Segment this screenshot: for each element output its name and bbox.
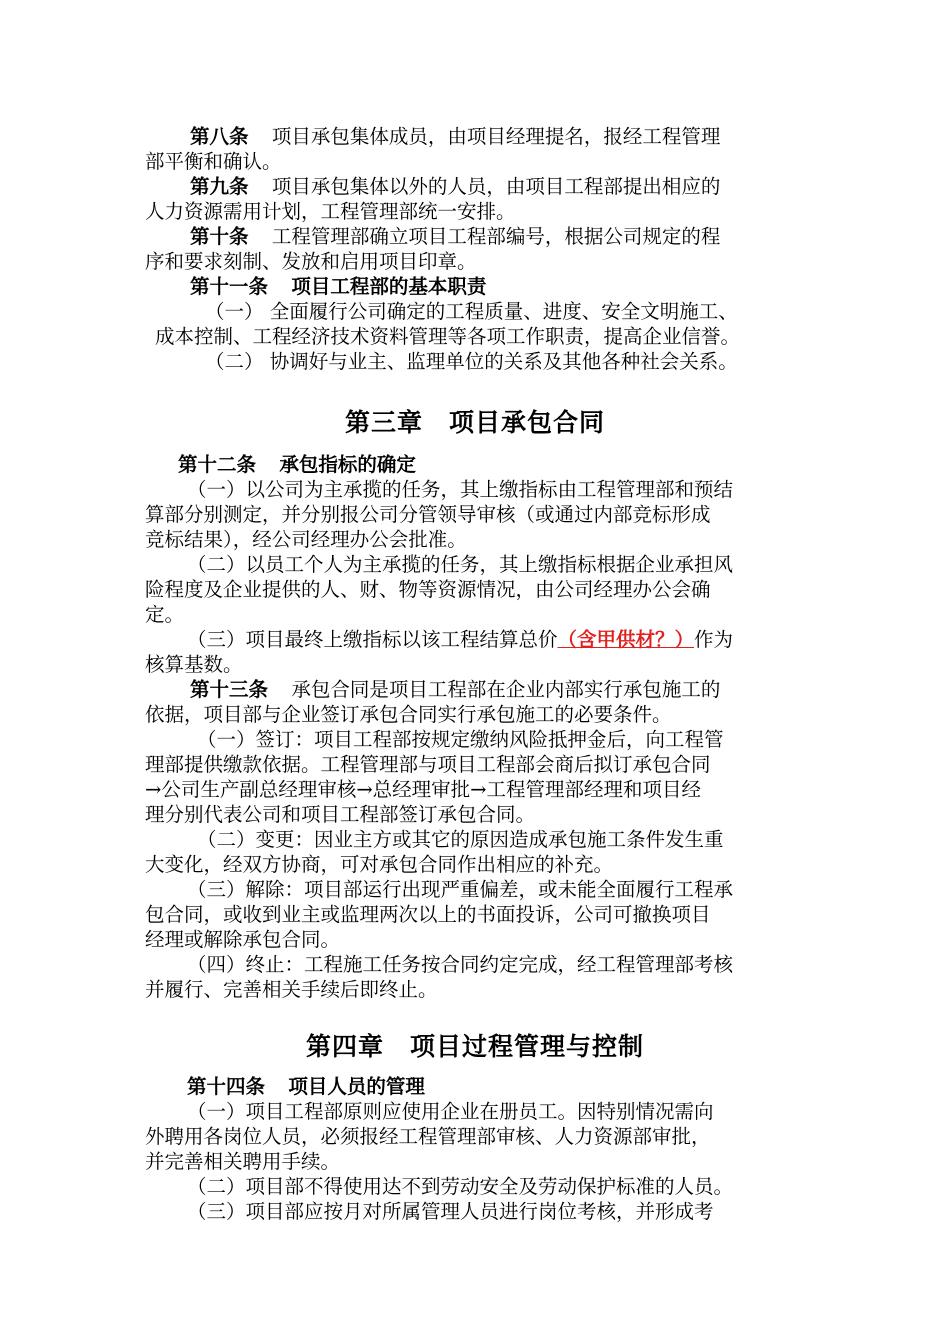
article-number: 第八条 (190, 125, 249, 148)
article-11-item-1-line-2: 成本控制、工程经济技术资料管理等各项工作职责，提高企业信誉。 (155, 325, 741, 348)
article-11-item-2: （二） 协调好与业主、监理单位的关系及其他各种社会关系。 (205, 350, 738, 373)
article-number: 第九条 (190, 175, 249, 198)
article-14-item-1-line-3: 并完善相关聘用手续。 (145, 1150, 341, 1173)
article-12-item-3-line-1: （三）项目最终上缴指标以该工程结算总价（含甲供材？）作为 (187, 628, 734, 651)
article-13-item-1-line-4: 理分别代表公司和项目工程部签订承包合同。 (145, 803, 536, 826)
article-13-line-1: 第十三条 承包合同是项目工程部在企业内部实行承包施工的 (190, 678, 721, 701)
article-12-item-3-line-2: 核算基数。 (145, 653, 243, 676)
chapter-4-title: 第四章 项目过程管理与控制 (305, 1032, 644, 1061)
article-8-line-1: 第八条 项目承包集体成员，由项目经理提名，报经工程管理 (190, 125, 721, 148)
article-14-heading: 第十四条 项目人员的管理 (187, 1075, 425, 1098)
article-13-item-3-line-1: （三）解除：项目部运行出现严重偏差，或未能全面履行工程承 (187, 878, 734, 901)
article-13-line-2: 依据，项目部与企业签订承包合同实行承包施工的必要条件。 (145, 703, 672, 726)
article-13-item-2-line-2: 大变化，经双方协商，可对承包合同作出相应的补充。 (145, 853, 614, 876)
article-12-item-2-line-1: （二）以员工个人为主承揽的任务，其上缴指标根据企业承担风 (187, 553, 734, 576)
article-10-line-2: 序和要求刻制、发放和启用项目印章。 (145, 250, 477, 273)
article-13-item-1-line-3: →公司生产副总经理审核→总经理审批→工程管理部经理和项目经 (145, 778, 702, 801)
article-13-item-3-line-3: 经理或解除承包合同。 (145, 928, 341, 951)
article-13-item-2-line-1: （二）变更：因业主方或其它的原因造成承包施工条件发生重 (197, 828, 724, 851)
article-12-item-2-line-2: 险程度及企业提供的人、财、物等资源情况，由公司经理办公会确 (145, 578, 711, 601)
article-14-item-1-line-2: 外聘用各岗位人员，必须报经工程管理部审核、人力资源部审批， (145, 1125, 711, 1148)
article-13-item-1-line-2: 理部提供缴款依据。工程管理部与项目工程部会商后拟订承包合同 (145, 753, 711, 776)
article-12-item-1-line-1: （一）以公司为主承揽的任务，其上缴指标由工程管理部和预结 (187, 478, 734, 501)
article-12-heading: 第十二条 承包指标的确定 (178, 453, 416, 476)
article-11-heading: 第十一条 项目工程部的基本职责 (190, 275, 487, 298)
article-9-line-1: 第九条 项目承包集体以外的人员，由项目工程部提出相应的 (190, 175, 721, 198)
article-number: 第十条 (190, 225, 249, 248)
article-10-line-1: 第十条 工程管理部确立项目工程部编号，根据公司规定的程 (190, 225, 721, 248)
article-14-item-2: （二）项目部不得使用达不到劳动安全及劳动保护标准的人员。 (187, 1175, 734, 1198)
article-13-item-4-line-1: （四）终止：工程施工任务按合同约定完成，经工程管理部考核 (187, 953, 734, 976)
highlighted-note: （含甲供材？） (557, 628, 695, 651)
article-13-item-3-line-2: 包合同，或收到业主或监理两次以上的书面投诉，公司可撤换项目 (145, 903, 711, 926)
article-8-line-2: 部平衡和确认。 (145, 150, 282, 173)
article-14-item-1-line-1: （一）项目工程部原则应使用企业在册员工。因特别情况需向 (187, 1100, 714, 1123)
chapter-3-title: 第三章 项目承包合同 (344, 408, 605, 437)
article-number: 第十三条 (190, 678, 269, 701)
article-12-item-2-line-3: 定。 (145, 603, 185, 626)
article-13-item-1-line-1: （一）签订：项目工程部按规定缴纳风险抵押金后，向工程管 (197, 728, 724, 751)
article-9-line-2: 人力资源需用计划，工程管理部统一安排。 (145, 200, 516, 223)
article-12-item-1-line-2: 算部分别测定，并分别报公司分管领导审核（或通过内部竞标形成 (145, 503, 711, 526)
article-12-item-1-line-3: 竞标结果），经公司经理办公会批准。 (145, 528, 467, 551)
article-11-item-1-line-1: （一） 全面履行公司确定的工程质量、进度、安全文明施工、 (205, 300, 738, 323)
article-13-item-4-line-2: 并履行、完善相关手续后即终止。 (145, 978, 438, 1001)
article-14-item-3-line-1: （三）项目部应按月对所属管理人员进行岗位考核，并形成考 (187, 1200, 714, 1223)
